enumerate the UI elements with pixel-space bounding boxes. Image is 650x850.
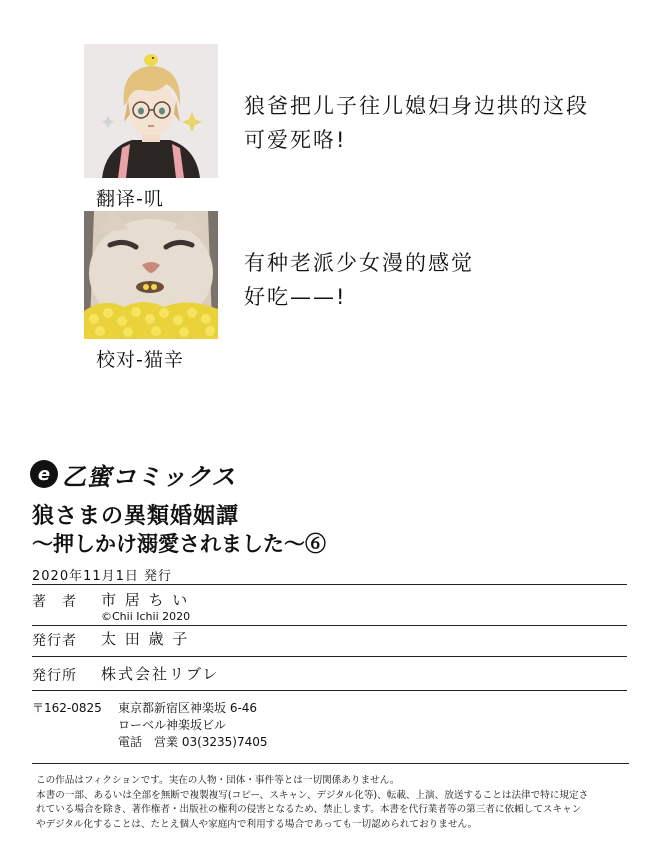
author-name: 市 居 ち い [101,591,190,609]
notice-line: れている場合を除き、著作権者・出版社の権利の侵害となるため、禁止します。本書を代行業者等の第三者に依頼してスキャン [36,804,582,815]
legal-notice [36,774,626,832]
notice-line: やデジタル化することは、たとえ個人や家庭内で利用する場合であっても一切認められておりません。 [36,818,478,830]
translator-comment-line: 狼爸把儿子往儿媳妇身边拱的这段 [244,94,589,118]
book-title: 狼さまの異類婚姻譚 [32,503,240,529]
divider [32,690,627,691]
phone-line: 電話 営業 03(3235)7405 [118,735,268,749]
copyright-notice: ©Chii Ichii 2020 [101,610,191,623]
publisher-name: 株式会社リブレ [101,665,220,683]
proofreader-avatar [84,211,218,339]
divider [32,584,627,585]
book-subtitle: 〜押しかけ溺愛されました〜⑥ [32,531,326,556]
postal-code: 〒162-0825 [32,701,102,715]
proofreader-comment-line: 好吃——! [244,285,347,309]
notice-line: この作品はフィクションです。実在の人物・団体・事件等とは一切関係ありません。 [36,775,400,786]
publication-date: 2020年11月1日 発行 [32,569,173,584]
publisher-person-label: 発行者 [32,633,77,649]
proofreader-comment [244,246,474,314]
translator-avatar [84,44,218,178]
publisher-person-name: 太 田 歳 子 [101,630,190,648]
author-label: 著 者 [32,594,77,610]
notice-line: 本書の一部、あるいは全部を無断で複製複写(コピー、スキャン、デジタル化等)、転載、上演、放送することは法律で特に規定さ [36,789,589,801]
proofreader-comment-line: 有种老派少女漫的感觉 [244,251,474,275]
address-line: 東京都新宿区神楽坂 6-46 [118,701,258,715]
logo-text: 乙蜜コミックス [62,462,237,491]
translator-credit: 翻译-叽 [96,188,164,210]
divider [32,656,627,657]
translator-comment [244,89,589,157]
logo-mark: e [30,460,58,488]
publisher-logo [30,459,236,489]
proofreader-credit: 校对-猫辛 [96,349,184,371]
divider [32,763,629,764]
publisher-label: 発行所 [32,668,77,684]
translator-comment-line: 可爱死咯! [244,128,347,152]
address-line: ローベル神楽坂ビル [118,718,227,732]
divider [32,625,627,626]
